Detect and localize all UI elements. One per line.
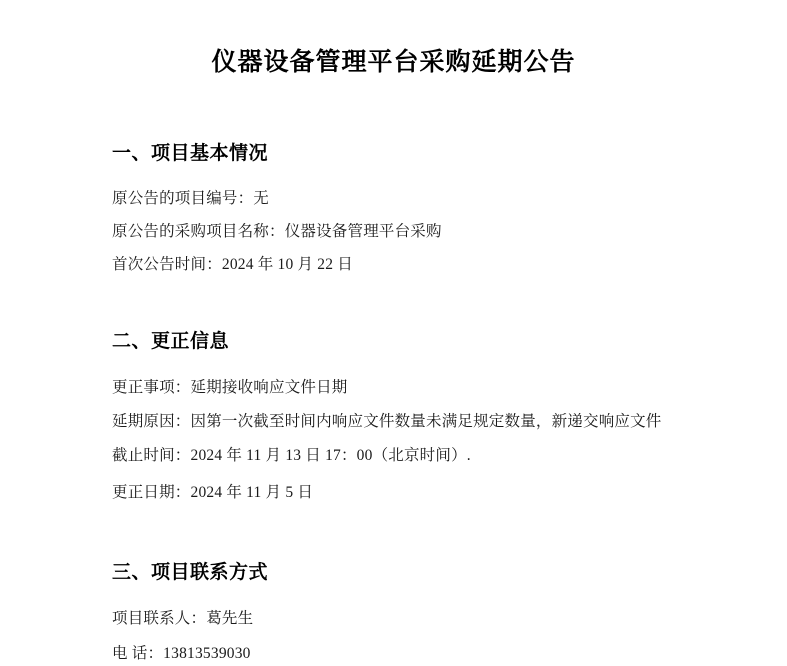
first-announcement-date: 首次公告时间：2024 年 10 月 22 日 bbox=[112, 256, 353, 274]
section-heading-2: 二、更正信息 bbox=[112, 331, 230, 353]
section-contact-info bbox=[0, 505, 787, 666]
original-announcement-number: 原公告的项目编号：无 bbox=[112, 190, 270, 207]
delay-reason: 延期原因：因第一次截至时间内响应文件数量未满足规定数量，新递交响应文件 bbox=[112, 413, 662, 431]
correction-item: 更正事项：延期接收响应文件日期 bbox=[112, 379, 348, 397]
section-project-basic-info bbox=[0, 78, 787, 277]
page-title: 仪器设备管理平台采购延期公告 bbox=[211, 49, 576, 76]
correction-date: 更正日期：2024 年 11 月 5 日 bbox=[112, 484, 314, 502]
section-correction-info bbox=[0, 277, 787, 505]
contact-person: 项目联系人：葛先生 bbox=[112, 610, 254, 628]
contact-phone: 电 话：13813539030 bbox=[112, 645, 251, 663]
section-heading-3: 三、项目联系方式 bbox=[112, 562, 269, 584]
section-heading-1: 一、项目基本情况 bbox=[112, 143, 269, 164]
deadline-time: 截止时间：2024 年 11 月 13 日 17：00（北京时间）. bbox=[112, 447, 471, 465]
original-project-name: 原公告的采购项目名称：仪器设备管理平台采购 bbox=[112, 223, 442, 241]
